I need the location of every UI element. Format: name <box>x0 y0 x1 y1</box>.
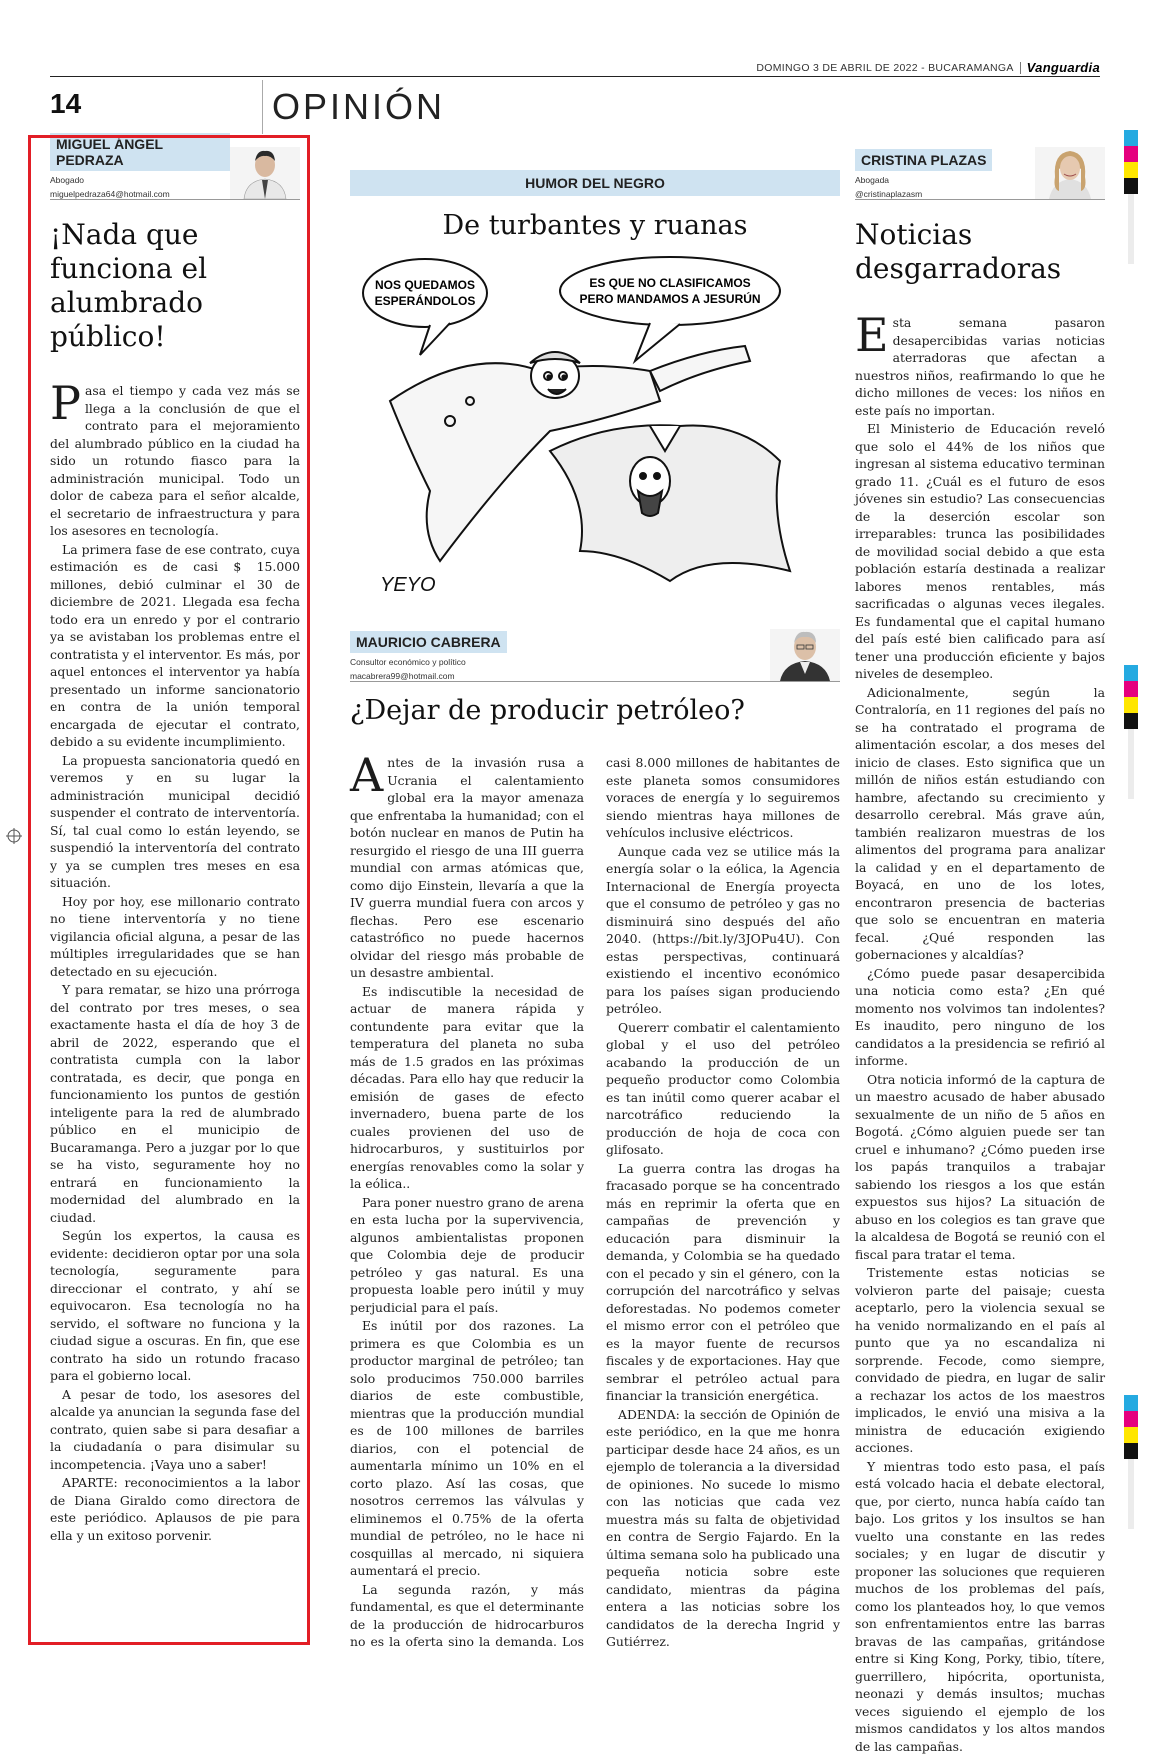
right-author-role: Abogada <box>855 175 890 185</box>
paragraph: La segunda razón, y más fundamental, es que el determinante de la producción de hidrocarburos no es la oferta sino la demanda. Los casi 8.000 millones de habitantes de este planeta somos consumidores voraces de energía y lo seguiremos siendo mientras haya millones de vehículos inclusive eléctricos. <box>350 755 840 1649</box>
section-title: OPINIÓN <box>272 86 446 127</box>
paragraph: ¿Cómo puede pasar desapercibida una noticia como esta? ¿En qué momento nos volvimos tan indolentes? Es inaudito, pero ninguno de los candidatos a la presidencia se refirió al informe. <box>855 965 1105 1068</box>
paragraph: La primera fase de ese contrato, cuya estimación es de casi $ 15.000 millones, debió culminar el 30 de diciembre de 2021. Llegada esa fecha todo era un enredo y por el contrario ya se avistaban los problemas entre el contratista y el interventor. Es más, por aquel entonces el interventor ya había presentado un informe sancionatorio en contra de la unión temporal encargada de ejecutar el contrato, debido a su evidente incumplimiento. <box>50 541 300 749</box>
middle-column <box>350 170 840 1651</box>
left-author-role: Abogado <box>50 175 85 185</box>
dropcap: E <box>855 308 889 362</box>
middle-author-email: macabrera99@hotmail.com <box>350 671 455 681</box>
political-cartoon <box>350 251 840 611</box>
bubble-left-line1: NOS QUEDAMOS <box>374 278 476 292</box>
dropcap: A <box>350 748 384 802</box>
right-article <box>855 145 1105 1756</box>
paragraph: Es inútil por dos razones. La primera es que Colombia es un productor marginal de petróleo; tan solo producimos 750.000 barriles diarios de este combustible, mientras que la producción mundial es de 100 millones de barriles diarios, con el potencial de aumentarla mínimo un 10% en el corto plazo. Así las cosas, que nosotros cerremos las válvulas y eliminemos el 0.75% de la oferta mundial de petróleo, no le hace ni cosquillas al mercado, ni siquiera aumentará el precio. <box>350 1318 584 1578</box>
middle-author-bar <box>350 627 840 682</box>
bubble-right-line2: PERO MANDAMOS A JESURÚN <box>579 292 761 306</box>
paragraph: Pasa el tiempo y cada vez más se llega a la conclusión de que el contrato para el mejoramiento del alumbrado público en la ciudad ha sido un rotundo fiasco para la administración municipal. Todo un dolor de cabeza para el señor alcalde, el secretario de infraestructura y para los asesores en tecnología. <box>50 376 300 538</box>
cartoon-title: De turbantes y ruanas <box>442 210 748 241</box>
paragraph: Aunque cada vez se utilice más la energía solar o la eólica, la Agencia Internacional de Energía proyecta que el consumo de petróleo y gas no disminuirá sino después del año 2040. (https://bit.ly/3JOPu4U). Con estas perspectivas, continuará existiendo el incentivo económico para los países sigan produciendo petróleo. <box>606 843 840 1016</box>
dateline-text: DOMINGO 3 DE ABRIL DE 2022 - BUCARAMANGA <box>756 61 1014 74</box>
registration-marks-bottom <box>1124 1395 1138 1529</box>
paragraph: La propuesta sancionatoria quedó en veremos y en su lugar la administración municipal decidió suspender el contrato de interventoría. Sí, tal cual como lo están leyendo, se suspendió la interventoría del contrato y ya se cumplen tres meses en esa situación. <box>50 752 300 890</box>
left-author-email: miguelpedraza64@hotmail.com <box>50 189 170 199</box>
middle-author-name: MAURICIO CABRERA <box>350 631 507 653</box>
right-author-name: CRISTINA PLAZAS <box>855 149 992 171</box>
paragraph: APARTE: reconocimientos a la labor de Diana Giraldo como directora de este periódico. Aplausos de pie para ella y un exitoso porvenir. <box>50 1475 300 1543</box>
crosshair-icon <box>6 828 22 844</box>
middle-author-role: Consultor económico y político <box>350 657 466 667</box>
paragraph: La guerra contra las drogas ha fracasado porque se ha concentrado más en reprimir la oferta que en campañas de prevención y educación para disminuir la demanda, y Colombia se ha quedado con el pecado y sin el género, con la corrupción del narcotráfico y selvas deforestadas. No podemos cometer el mismo error con el petróleo que es la mayor fuente de recursos fiscales y de exportaciones. Hay que sembrar el petróleo actual para financiar la transición energética. <box>606 1160 840 1403</box>
registration-marks-top <box>1124 130 1138 264</box>
paragraph: Y para rematar, se hizo una prórroga del contrato por tres meses, o sea exactamente hasta el día de hoy 3 de abril de 2022, esperando que el contratista cumpla con la labor contratada, es decir, que ponga en funcionamiento los puntos de gestión inteligente para la red de alumbrado público en el municipio de Bucaramanga. Pero a juzgar por lo que se ha visto, seguramente hoy no entrará en funcionamiento la modernidad del alumbrado en la ciudad. <box>50 982 300 1225</box>
cartoon-section-label: HUMOR DEL NEGRO <box>350 170 840 196</box>
dateline <box>756 60 1100 75</box>
right-author-email: @cristinaplazasm <box>855 189 923 199</box>
paragraph: Tristemente estas noticias se volvieron parte del paisaje; cuesta aceptarlo, pero la violencia sexual se ha venido normalizando en el país al punto que ya no escandaliza ni sorprende. Fecode, como siempre, convidado de piedra, en lugar de salir a rechazar los actos de los maestros implicados, le envió una misiva a la ministra de educación exigiendo acciones. <box>855 1265 1105 1455</box>
paragraph: Y mientras todo esto pasa, el país está volcado hacia el debate electoral, que, por cierto, nunca había caído tan bajo. Los gritos y los insultos se han vuelto una constante en las redes sociales; y en lugar de discutir y proponer las soluciones que requieren muchos de los problemas del país, como los planteados hoy, lo que vemos son enfrentamientos entre las barras bravas de las campañas, gritándose entre si King Kong, Porky, tibio, títere, guerrillero, hipócrita, oportunista, neonazi y demás insultos; muchas veces siguiendo el ejemplo de los mismos candidatos y los altos mandos de las campañas. <box>855 1458 1105 1754</box>
paragraph: Otra noticia informó de la captura de un maestro acusado de haber abusado sexualmente de un niño de 5 años en Bogotá. ¿Cómo alguien puede ser tan cruel e inhumano? ¿Cómo pueden irse los papás tranquilos a trabajar sabiendo los riesgos a los que están expuestos sus hijos? La situación de abuso en los colegios es tan grave que la alcaldesa de Bogotá se reunió con el fiscal para tratar el tema. <box>855 1071 1105 1262</box>
paragraph: Hoy por hoy, ese millonario contrato no tiene interventoría y no tiene vigilancia oficial alguna, a pesar de las múltiples irregularidades que se han detectado en su ejecución. <box>50 893 300 979</box>
right-author-bar <box>855 145 1105 200</box>
paragraph: A pesar de todo, los asesores del alcalde ya anuncian la segunda fase del contrato, quien sabe si para desafiar a la ciudadanía o para disimular su incompetencia. ¡Vaya uno a saber! <box>50 1386 300 1472</box>
paragraph: Según los expertos, la causa es evidente: decidieron optar por una sola tecnología, seguramente para direccionar el contrato, y ahí se equivocaron. Esa tecnología no ha servido, el software no funciona y la ciudad sigue a oscuras. En fin, que ese contrato ha sido un rotundo fracaso para el gobierno local. <box>50 1228 300 1383</box>
highlight-frame <box>28 135 310 1645</box>
section-divider <box>262 80 263 134</box>
registration-marks-middle <box>1124 665 1138 799</box>
left-headline: ¡Nada que funciona el alumbrado público! <box>50 218 208 353</box>
middle-author-photo <box>770 629 840 681</box>
masthead-rule <box>50 76 1100 77</box>
right-author-photo <box>1035 147 1105 199</box>
brand-logo: Vanguardia <box>1026 60 1100 75</box>
paragraph: El Ministerio de Educación reveló que solo el 44% de los niños que ingresan al sistema educativo terminan grado 11. ¿Cuál es el futuro de esos jóvenes sin estudio? Las consecuencias de la deserción escolar son irreparables: trunca las posibilidades de movilidad social debido a que esta población estaría destinada a realizar labores menos rentables, más sacrificadas o algunas veces ilegales. Es fundamental que el capital humano del país esté bien calificado para así tener una producción eficiente y bajos niveles de desempleo. <box>855 421 1105 681</box>
dateline-separator <box>1020 62 1021 74</box>
paragraph: Quererr combatir el calentamiento global y el uso del petróleo acabando la producción de un pequeño productor como Colombia es tan inútil como querer acabar el narcotráfico reduciendo la producción de hoja de coca con glifosato. <box>606 1019 840 1157</box>
cartoonist-signature: YEYO <box>380 574 436 596</box>
middle-article-body <box>350 748 840 1651</box>
bubble-left-line2: ESPERÁNDOLOS <box>374 294 476 308</box>
paragraph: Esta semana pasaron desapercibidas varias noticias aterradoras que afectan a nuestros niños, reafirmando lo que he dicho millones de veces: los niños en este país no importan. <box>855 308 1105 418</box>
paragraph: Adicionalmente, según la Contraloría, en 11 regiones del país no se ha contratado el programa de alimentación escolar, a dos meses del inicio de clases. Esto significa que un millón de niños están estudiando con hambre, afectando su crecimiento y desarrollo cerebral. Más grave aún, también realizaron muestras de los alimentos del programa para analizar la calidad y en el departamento de Boyacá, en uno de los lotes, encontraron presencia de bacterias que solo se encuentran en materia fecal. ¿Qué responden las gobernaciones y alcaldías? <box>855 684 1105 962</box>
right-article-body <box>855 308 1105 1755</box>
paragraph: Es indiscutible la necesidad de actuar de manera rápida y contundente para evitar que la temperatura del planeta no suba más de 1.5 grados en las próximas décadas. Para ello hay que reducir la emisión de gases de efecto invernadero, buena parte de los cuales provienen del uso de hidrocarburos, y sustituirlos por energías renovables como la solar y la eólica.. <box>350 983 584 1191</box>
paragraph: ADENDA: la sección de Opinión de este periódico, en la que me honra participar desde hace 24 años, es un ejemplo de tolerancia a la diversidad de opiniones. No sucede lo mismo con las noticias que cada vez muestra más su falta de objetividad en contra de Sergio Fajardo. En la última semana solo ha publicado una pequeña noticia sobre este candidato, mientras da página entera a las noticias sobre los candidatos de la derecha Ingrid y Gutiérrez. <box>606 1406 840 1649</box>
right-headline: Noticias desgarradoras <box>855 218 1062 285</box>
ruana-figure <box>550 425 790 581</box>
left-author-name: MIGUEL ÁNGEL PEDRAZA <box>50 133 230 171</box>
dropcap: P <box>50 376 81 430</box>
page-number: 14 <box>50 88 82 119</box>
speech-bubble-right <box>560 257 780 361</box>
speech-bubble-left <box>363 259 487 355</box>
middle-headline: ¿Dejar de producir petróleo? <box>350 695 745 726</box>
paragraph: Para poner nuestro grano de arena en esta lucha por la supervivencia, algunos ambientalistas proponen que Colombia deje de producir petróleo y gas natural. Es una propuesta loable pero inútil y muy perjudicial para el país. <box>350 1194 584 1315</box>
bubble-right-line1: ES QUE NO CLASIFICAMOS <box>589 276 751 290</box>
paragraph: Antes de la invasión rusa a Ucrania el calentamiento global era la mayor amenaza que enfrentaba la humanidad; con el botón nuclear en manos de Putin ha resurgido el riesgo de una III guerra mundial con armas atómicas que, como dijo Einstein, llevaría a que la IV guerra mundial fuera con arcos y flechas. Pero ese escenario catastrófico no puede hacernos olvidar del riesgo más probable de un desastre ambiental. <box>350 748 584 980</box>
